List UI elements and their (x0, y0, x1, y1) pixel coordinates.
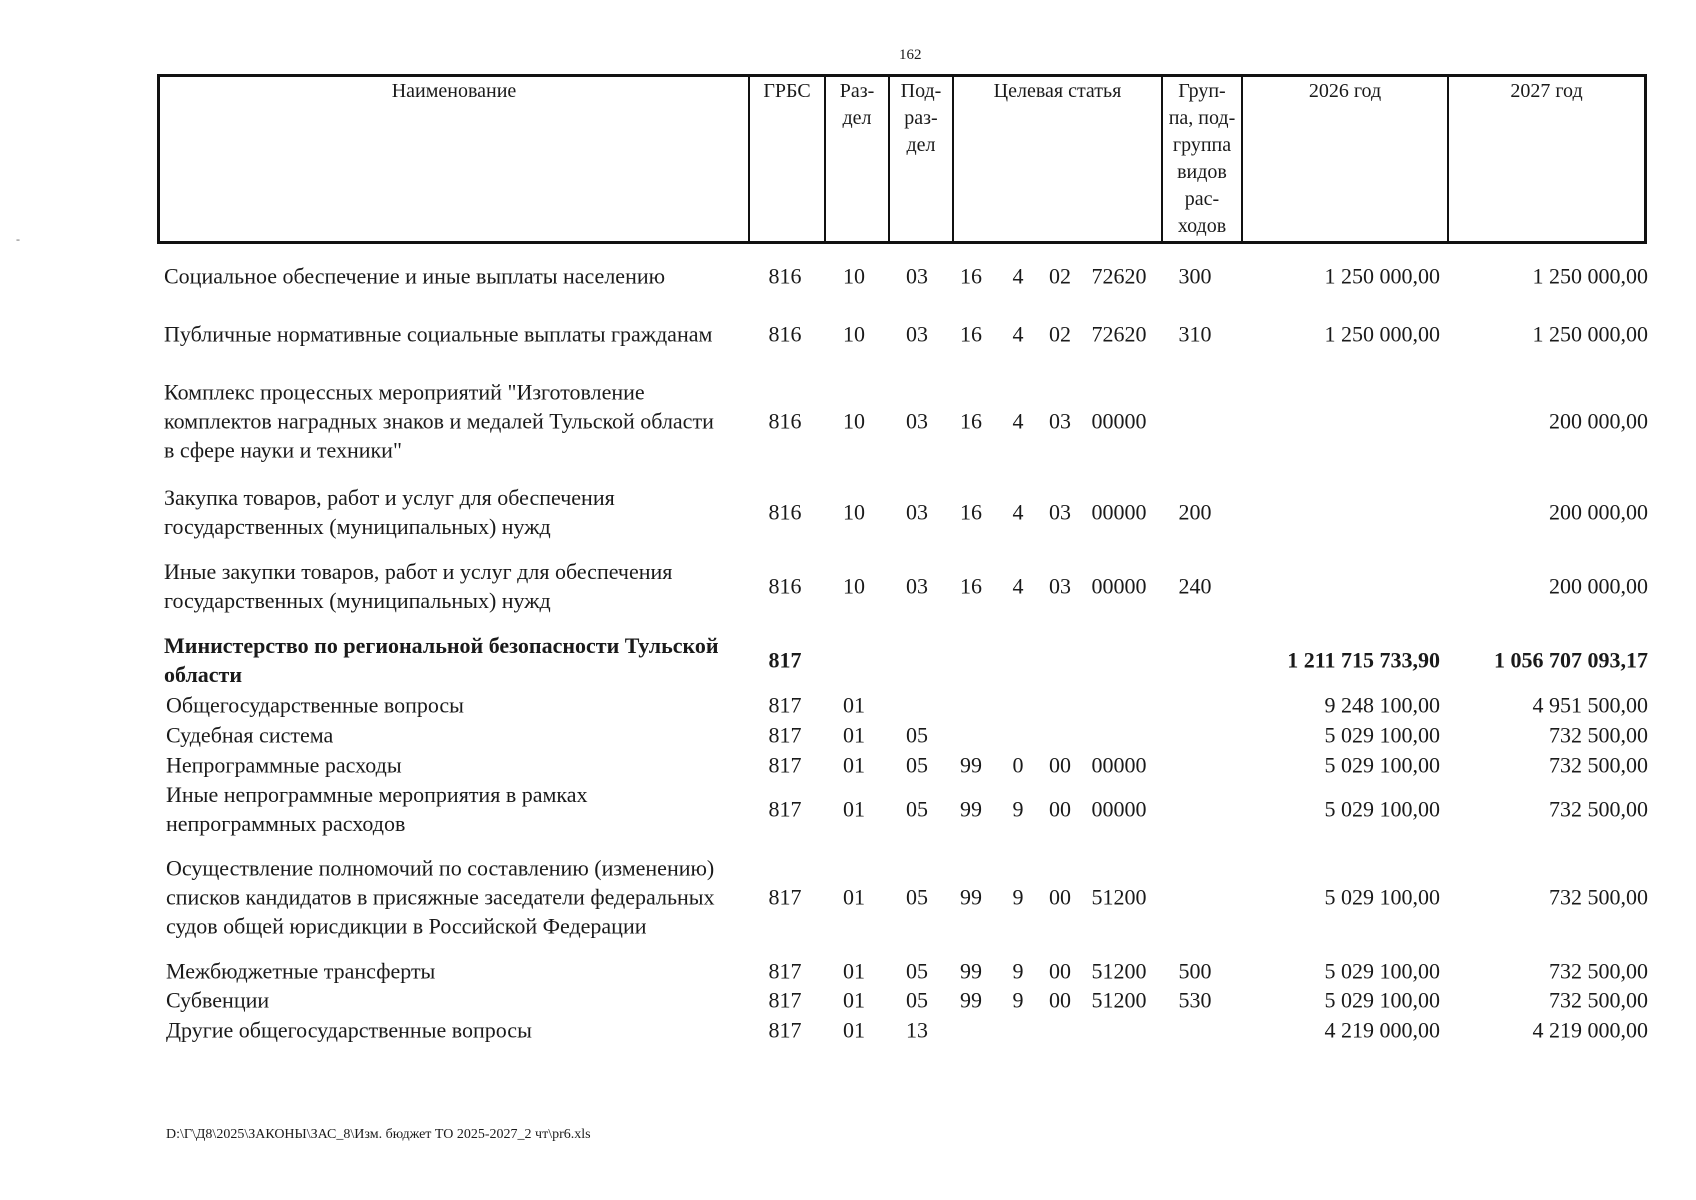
row-target-element: 02 (1049, 263, 1071, 289)
row-target-element: 00 (1049, 958, 1071, 984)
row-target-program: 99 (960, 796, 982, 822)
row-podrazdel: 03 (906, 263, 928, 289)
row-target-type: 9 (1012, 884, 1024, 910)
row-amount-2026: 4 219 000,00 (1324, 1017, 1440, 1043)
row-target-direction: 00000 (1091, 499, 1147, 525)
row-target-element: 03 (1049, 573, 1071, 599)
row-razdel: 01 (843, 884, 865, 910)
table-row (0, 985, 1696, 1015)
table-row (0, 690, 1696, 720)
table-row (0, 304, 1696, 364)
row-target-type: 4 (1012, 573, 1024, 599)
row-target-program: 16 (960, 321, 982, 347)
row-target-type: 9 (1012, 958, 1024, 984)
row-podrazdel: 05 (906, 752, 928, 778)
row-amount-2027: 1 250 000,00 (1532, 321, 1648, 347)
row-target-element: 00 (1049, 987, 1071, 1013)
header-razdel: Раз- дел (826, 77, 890, 241)
table-header (157, 74, 1647, 244)
table-row (0, 630, 1696, 690)
row-name: Осуществление полномочий по составлению (изменению) списков кандидатов в присяжные заседатели федеральных судов общей юрисдикции в Российской Федерации (166, 855, 715, 939)
row-podrazdel: 03 (906, 573, 928, 599)
row-name: Межбюджетные трансферты (166, 958, 436, 984)
row-amount-2026: 1 211 715 733,90 (1287, 647, 1440, 673)
file-path-footer: D:\Г\Д8\2025\ЗАКОНЫ\ЗАС_8\Изм. бюджет ТО 2025-2027_2 чт\pr6.xls (166, 1127, 591, 1142)
row-razdel: 10 (843, 321, 865, 347)
row-podrazdel: 05 (906, 722, 928, 748)
row-grbs: 817 (768, 796, 802, 822)
row-podrazdel: 03 (906, 408, 928, 434)
table-row (0, 956, 1696, 986)
row-razdel: 01 (843, 796, 865, 822)
row-name: Иные закупки товаров, работ и услуг для обеспечения государственных (муниципальных) нужд (164, 559, 673, 613)
table-row (0, 780, 1696, 838)
row-amount-2026: 1 250 000,00 (1324, 263, 1440, 289)
row-amount-2026: 5 029 100,00 (1324, 884, 1440, 910)
row-target-direction: 72620 (1091, 321, 1147, 347)
row-razdel: 10 (843, 263, 865, 289)
row-name: Судебная система (166, 722, 334, 748)
row-name: Публичные нормативные социальные выплаты гражданам (164, 321, 713, 347)
row-razdel: 01 (843, 722, 865, 748)
row-expense-group: 240 (1178, 573, 1212, 599)
row-amount-2026: 5 029 100,00 (1324, 987, 1440, 1013)
table-row (0, 556, 1696, 616)
row-podrazdel: 13 (906, 1017, 928, 1043)
row-amount-2026: 5 029 100,00 (1324, 722, 1440, 748)
row-amount-2027: 732 500,00 (1549, 958, 1648, 984)
row-target-element: 00 (1049, 752, 1071, 778)
row-podrazdel: 03 (906, 499, 928, 525)
row-amount-2027: 732 500,00 (1549, 722, 1648, 748)
row-razdel: 01 (843, 958, 865, 984)
row-target-direction: 00000 (1091, 408, 1147, 434)
row-name: Субвенции (166, 987, 270, 1013)
row-expense-group: 310 (1178, 321, 1212, 347)
row-amount-2027: 732 500,00 (1549, 884, 1648, 910)
row-expense-group: 500 (1178, 958, 1212, 984)
row-target-program: 99 (960, 987, 982, 1013)
row-target-direction: 00000 (1091, 796, 1147, 822)
row-expense-group: 530 (1178, 987, 1212, 1013)
margin-mark: - (16, 232, 20, 246)
row-grbs: 816 (768, 408, 802, 434)
row-name: Социальное обеспечение и иные выплаты населению (164, 263, 666, 289)
row-amount-2027: 1 056 707 093,17 (1494, 647, 1648, 673)
table-row (0, 1015, 1696, 1045)
row-razdel: 01 (843, 1017, 865, 1043)
row-amount-2027: 4 219 000,00 (1532, 1017, 1648, 1043)
row-target-program: 16 (960, 499, 982, 525)
row-target-program: 99 (960, 958, 982, 984)
row-amount-2027: 200 000,00 (1549, 408, 1648, 434)
row-grbs: 816 (768, 573, 802, 599)
row-grbs: 817 (768, 692, 802, 718)
row-target-element: 00 (1049, 796, 1071, 822)
row-amount-2026: 5 029 100,00 (1324, 958, 1440, 984)
row-target-element: 02 (1049, 321, 1071, 347)
table-row (0, 720, 1696, 750)
row-name: Общегосударственные вопросы (166, 692, 464, 718)
row-amount-2027: 732 500,00 (1549, 796, 1648, 822)
row-name: Другие общегосударственные вопросы (166, 1017, 532, 1043)
row-target-element: 00 (1049, 884, 1071, 910)
row-target-program: 99 (960, 752, 982, 778)
row-amount-2027: 732 500,00 (1549, 987, 1648, 1013)
row-amount-2026: 9 248 100,00 (1324, 692, 1440, 718)
row-target-direction: 51200 (1091, 884, 1147, 910)
table-row (0, 838, 1696, 956)
row-razdel: 10 (843, 573, 865, 599)
row-target-type: 4 (1012, 499, 1024, 525)
row-amount-2027: 4 951 500,00 (1532, 692, 1648, 718)
row-amount-2027: 200 000,00 (1549, 499, 1648, 525)
header-grbs: ГРБС (750, 77, 826, 241)
row-razdel: 10 (843, 408, 865, 434)
table-row (0, 482, 1696, 542)
row-target-direction: 00000 (1091, 573, 1147, 599)
row-name: Министерство по региональной безопасности Тульской области (164, 633, 719, 687)
row-target-type: 0 (1012, 752, 1024, 778)
row-target-element: 03 (1049, 408, 1071, 434)
row-expense-group: 300 (1178, 263, 1212, 289)
row-target-type: 9 (1012, 796, 1024, 822)
row-grbs: 816 (768, 321, 802, 347)
row-grbs: 817 (768, 722, 802, 748)
header-target: Целевая статья (954, 77, 1163, 241)
row-target-program: 99 (960, 884, 982, 910)
row-amount-2026: 5 029 100,00 (1324, 752, 1440, 778)
row-podrazdel: 03 (906, 321, 928, 347)
row-grbs: 817 (768, 884, 802, 910)
row-grbs: 817 (768, 752, 802, 778)
row-grbs: 817 (768, 958, 802, 984)
header-group: Груп- па, под- группа видов рас- ходов (1163, 77, 1243, 241)
table-row (0, 376, 1696, 466)
row-grbs: 817 (768, 987, 802, 1013)
row-name: Комплекс процессных мероприятий "Изготовление комплектов наградных знаков и медалей Тульской области в сфере науки и техники" (164, 379, 714, 463)
header-name: Наименование (160, 77, 750, 241)
row-target-type: 4 (1012, 408, 1024, 434)
row-razdel: 01 (843, 987, 865, 1013)
row-razdel: 01 (843, 752, 865, 778)
row-amount-2027: 1 250 000,00 (1532, 263, 1648, 289)
row-razdel: 01 (843, 692, 865, 718)
row-target-direction: 72620 (1091, 263, 1147, 289)
table-row (0, 258, 1696, 294)
row-target-element: 03 (1049, 499, 1071, 525)
page-number: 162 (899, 47, 922, 63)
row-target-direction: 51200 (1091, 958, 1147, 984)
row-target-program: 16 (960, 408, 982, 434)
row-amount-2027: 200 000,00 (1549, 573, 1648, 599)
row-podrazdel: 05 (906, 884, 928, 910)
row-expense-group: 200 (1178, 499, 1212, 525)
row-grbs: 816 (768, 499, 802, 525)
row-grbs: 817 (768, 647, 802, 673)
row-target-program: 16 (960, 573, 982, 599)
row-target-direction: 51200 (1091, 987, 1147, 1013)
row-razdel: 10 (843, 499, 865, 525)
row-amount-2026: 5 029 100,00 (1324, 796, 1440, 822)
row-target-type: 9 (1012, 987, 1024, 1013)
header-podrazdel: Под- раз- дел (890, 77, 954, 241)
row-grbs: 816 (768, 263, 802, 289)
row-podrazdel: 05 (906, 958, 928, 984)
row-amount-2026: 1 250 000,00 (1324, 321, 1440, 347)
row-podrazdel: 05 (906, 796, 928, 822)
row-name: Закупка товаров, работ и услуг для обеспечения государственных (муниципальных) нужд (164, 485, 615, 539)
row-target-program: 16 (960, 263, 982, 289)
header-year-2027: 2027 год (1510, 80, 1583, 102)
row-amount-2027: 732 500,00 (1549, 752, 1648, 778)
row-name: Иные непрограммные мероприятия в рамках непрограммных расходов (166, 782, 588, 836)
header-year-2026: 2026 год (1243, 77, 1449, 241)
row-target-type: 4 (1012, 263, 1024, 289)
row-grbs: 817 (768, 1017, 802, 1043)
row-podrazdel: 05 (906, 987, 928, 1013)
table-row (0, 750, 1696, 780)
row-name: Непрограммные расходы (166, 752, 402, 778)
row-target-direction: 00000 (1091, 752, 1147, 778)
row-target-type: 4 (1012, 321, 1024, 347)
